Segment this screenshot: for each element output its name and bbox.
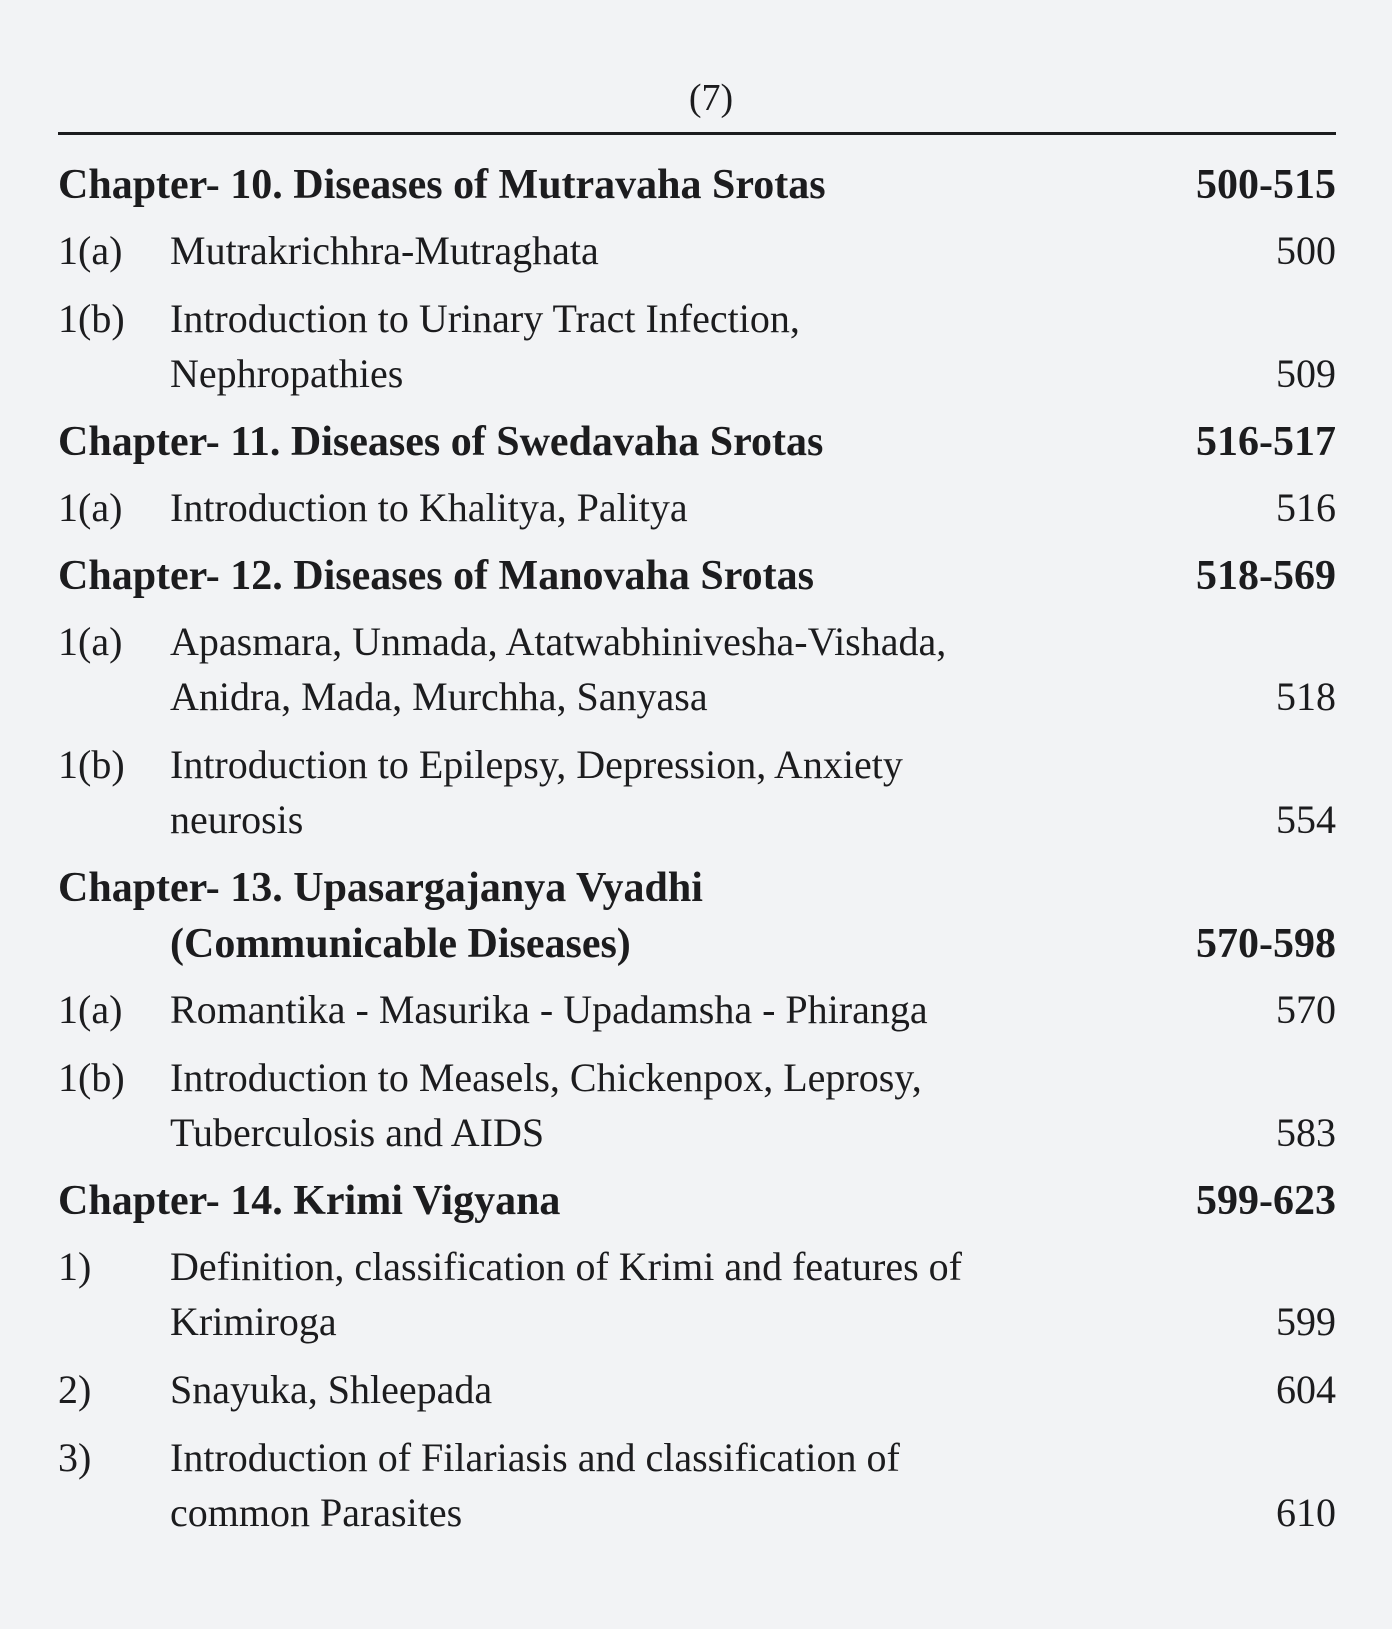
entry-title-line: Mutrakrichhra-Mutraghata bbox=[170, 228, 599, 273]
entry-page: 610 bbox=[1276, 1490, 1336, 1535]
entry-title bbox=[170, 1239, 1276, 1349]
entry-title bbox=[170, 982, 1276, 1037]
chapter-page-range: 516-517 bbox=[1196, 419, 1336, 465]
entry-number: 1(b) bbox=[58, 296, 125, 341]
entry-title-line: Tuberculosis and AIDS bbox=[170, 1110, 545, 1155]
chapter-title-line: Chapter- 12. Diseases of Manovaha Srotas bbox=[58, 553, 814, 599]
toc-entry bbox=[58, 1239, 1336, 1349]
toc-entry bbox=[58, 1430, 1336, 1540]
entry-title bbox=[170, 737, 1276, 847]
entry-title-line: Snayuka, Shleepada bbox=[170, 1367, 493, 1412]
entry-title bbox=[170, 614, 1276, 724]
entry-page: 604 bbox=[1276, 1367, 1336, 1412]
entry-number: 1(a) bbox=[58, 619, 123, 664]
entry-number: 1(a) bbox=[58, 485, 123, 530]
entry-title bbox=[170, 223, 1276, 278]
entry-title-line: Nephropathies bbox=[170, 351, 404, 396]
entry-title-line: Romantika - Masurika - Upadamsha - Phiranga bbox=[170, 987, 928, 1032]
chapter-page-range: 500-515 bbox=[1196, 162, 1336, 208]
contents-page bbox=[58, 70, 1336, 1553]
entry-page: 518 bbox=[1276, 674, 1336, 719]
toc-entry bbox=[58, 480, 1336, 535]
chapter-title-line: (Communicable Diseases) bbox=[170, 921, 631, 967]
entry-page: 509 bbox=[1276, 351, 1336, 396]
chapter-page-range: 599-623 bbox=[1196, 1178, 1336, 1224]
chapter-title-line: Chapter- 11. Diseases of Swedavaha Srotas bbox=[58, 419, 824, 465]
entry-title-line: Introduction of Filariasis and classification of bbox=[170, 1435, 900, 1480]
entry-title-line: Introduction to Khalitya, Palitya bbox=[170, 485, 688, 530]
entry-title bbox=[170, 1050, 1276, 1160]
entry-title-line: Krimiroga bbox=[170, 1299, 337, 1344]
chapter-title bbox=[58, 860, 1196, 972]
entry-number: 3) bbox=[58, 1435, 92, 1480]
entry-page: 554 bbox=[1276, 797, 1336, 842]
toc-entry bbox=[58, 982, 1336, 1037]
chapter-title bbox=[58, 157, 1196, 213]
entry-page: 500 bbox=[1276, 228, 1336, 273]
toc-entry bbox=[58, 291, 1336, 401]
entry-title-line: common Parasites bbox=[170, 1490, 463, 1535]
entry-title-line: Introduction to Measels, Chickenpox, Leprosy, bbox=[170, 1055, 922, 1100]
chapter-title-line: Chapter- 10. Diseases of Mutravaha Srotas bbox=[58, 162, 826, 208]
toc-entry bbox=[58, 1050, 1336, 1160]
entry-title-line: Apasmara, Unmada, Atatwabhinivesha-Vishada, bbox=[170, 619, 947, 664]
entry-title bbox=[170, 291, 1276, 401]
entry-title bbox=[170, 480, 1276, 535]
entry-title-line: neurosis bbox=[170, 797, 304, 842]
table-of-contents bbox=[58, 157, 1336, 1540]
entry-number: 1(a) bbox=[58, 228, 123, 273]
entry-number: 1(b) bbox=[58, 1055, 125, 1100]
chapter-title-line: Chapter- 13. Upasargajanya Vyadhi bbox=[58, 865, 703, 911]
toc-entry bbox=[58, 737, 1336, 847]
entry-title bbox=[170, 1362, 1276, 1417]
chapter-title bbox=[58, 414, 1196, 470]
header-rule bbox=[58, 132, 1336, 135]
chapter-title bbox=[58, 1173, 1196, 1229]
entry-number: 1) bbox=[58, 1244, 92, 1289]
entry-page: 516 bbox=[1276, 485, 1336, 530]
chapter-title bbox=[58, 548, 1196, 604]
chapter-heading bbox=[58, 1173, 1336, 1229]
entry-title-line: Definition, classification of Krimi and features of bbox=[170, 1244, 962, 1289]
entry-title bbox=[170, 1430, 1276, 1540]
entry-number: 1(b) bbox=[58, 742, 125, 787]
entry-title-line: Introduction to Urinary Tract Infection, bbox=[170, 296, 800, 341]
page-number: (7) bbox=[688, 77, 734, 119]
chapter-heading bbox=[58, 414, 1336, 470]
entry-page: 599 bbox=[1276, 1299, 1336, 1344]
toc-entry bbox=[58, 614, 1336, 724]
toc-entry bbox=[58, 1362, 1336, 1417]
entry-page: 583 bbox=[1276, 1110, 1336, 1155]
chapter-page-range: 570-598 bbox=[1196, 921, 1336, 967]
toc-entry bbox=[58, 223, 1336, 278]
chapter-page-range: 518-569 bbox=[1196, 553, 1336, 599]
entry-page: 570 bbox=[1276, 987, 1336, 1032]
entry-number: 2) bbox=[58, 1367, 92, 1412]
entry-title-line: Introduction to Epilepsy, Depression, Anxiety bbox=[170, 742, 903, 787]
entry-number: 1(a) bbox=[58, 987, 123, 1032]
chapter-heading bbox=[58, 860, 1336, 972]
chapter-heading bbox=[58, 157, 1336, 213]
chapter-heading bbox=[58, 548, 1336, 604]
entry-title-line: Anidra, Mada, Murchha, Sanyasa bbox=[170, 674, 708, 719]
chapter-title-line: Chapter- 14. Krimi Vigyana bbox=[58, 1178, 561, 1224]
